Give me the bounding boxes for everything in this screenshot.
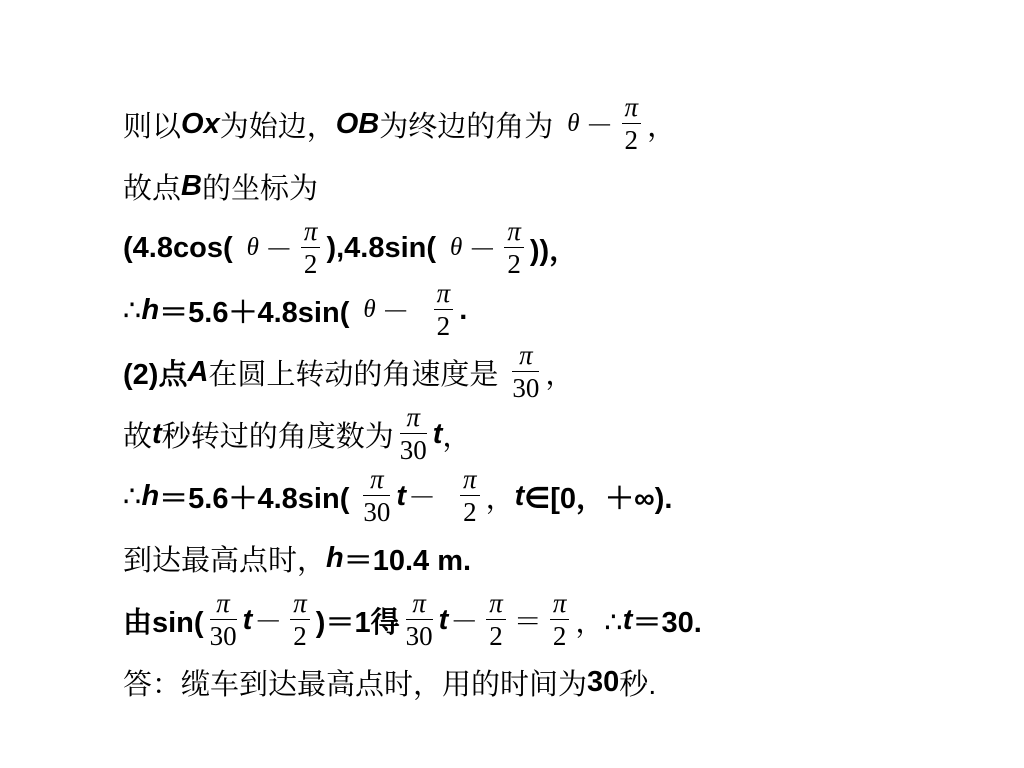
denominator: 2	[489, 621, 503, 651]
numerator: π	[507, 216, 521, 246]
text: ，∴	[575, 606, 623, 639]
line-7	[123, 465, 983, 527]
var-h: h	[326, 541, 344, 574]
text: ))，	[529, 234, 579, 267]
text: ＝5.6＋4.8sin(	[159, 482, 350, 515]
var-h: h	[141, 479, 160, 512]
line-9	[123, 589, 983, 651]
text: 到达最高点时，	[123, 544, 327, 577]
var-t: t	[514, 479, 525, 512]
numerator: π	[406, 402, 420, 432]
theta: θ	[567, 110, 580, 137]
minus-sign: －	[254, 605, 283, 638]
fraction	[400, 404, 427, 464]
fraction	[550, 590, 570, 650]
line-2	[123, 155, 983, 217]
var-h: h	[141, 293, 160, 326]
slide-content	[123, 93, 983, 713]
minus-sign: －	[381, 295, 410, 328]
text: ),4.8sin(	[326, 231, 437, 264]
numerator: π	[436, 278, 451, 308]
fraction	[301, 218, 321, 278]
var-a: A	[187, 355, 209, 388]
var-b: B	[181, 169, 202, 202]
text: 为终边的角为	[379, 110, 554, 143]
denominator: 30	[209, 621, 237, 651]
theta: θ	[246, 234, 259, 261]
numerator: π	[463, 464, 477, 494]
fraction	[210, 590, 237, 650]
denominator: 30	[363, 497, 391, 527]
text: .	[459, 293, 468, 326]
text: ＝10.4 m.	[343, 544, 472, 577]
line-5	[123, 341, 983, 403]
fraction	[622, 94, 642, 154]
text: ，	[647, 110, 677, 143]
line-1	[123, 93, 983, 155]
minus-sign: －	[468, 233, 497, 266]
numerator: π	[303, 216, 318, 246]
numerator: π	[412, 588, 426, 618]
therefore-symbol: ∴	[123, 294, 142, 327]
line-4	[123, 279, 983, 341]
numerator: π	[489, 588, 503, 618]
theta: θ	[363, 296, 376, 323]
denominator: 2	[463, 497, 477, 527]
text: ，	[545, 358, 575, 391]
equals-sign: ＝	[513, 605, 542, 638]
text: )＝1得	[315, 606, 400, 639]
var-t: t	[432, 417, 443, 450]
fraction	[290, 590, 310, 650]
text: (4.8cos(	[123, 231, 233, 264]
denominator: 2	[293, 621, 307, 651]
theta: θ	[450, 234, 463, 261]
numerator: π	[216, 588, 230, 618]
text: ∈[0，＋∞).	[524, 482, 673, 515]
therefore-symbol: ∴	[123, 480, 142, 513]
minus-sign: －	[408, 481, 437, 514]
var-t: t	[396, 479, 407, 512]
var-ob: OB	[335, 107, 380, 140]
denominator: 2	[624, 125, 639, 155]
text: 的坐标为	[201, 172, 318, 205]
var-t: t	[622, 603, 633, 636]
fraction	[406, 590, 433, 650]
minus-sign: －	[264, 233, 293, 266]
numerator: π	[370, 464, 384, 494]
var-t: t	[242, 603, 253, 636]
text: ，	[442, 420, 472, 453]
fraction	[512, 342, 539, 402]
text: 则以	[123, 110, 182, 143]
var-ox: Ox	[181, 107, 220, 140]
denominator: 2	[436, 311, 451, 341]
text: ，	[485, 482, 515, 515]
text: 答：缆车到达最高点时，用的时间为	[123, 668, 588, 701]
fraction	[363, 466, 390, 526]
var-t: t	[438, 603, 449, 636]
fraction	[434, 280, 454, 340]
numerator: π	[519, 340, 533, 370]
minus-sign: －	[585, 109, 614, 142]
denominator: 2	[303, 249, 318, 279]
numerator: π	[624, 92, 639, 122]
var-t: t	[152, 417, 162, 450]
text: 故点	[123, 172, 182, 205]
minus-sign: －	[450, 605, 479, 638]
text: 30	[587, 665, 620, 698]
text: ＝30.	[632, 606, 702, 639]
fraction	[486, 590, 506, 650]
text: (2)点	[123, 358, 188, 391]
denominator: 30	[399, 435, 427, 465]
text: 在圆上转动的角速度是	[208, 358, 499, 391]
line-8	[123, 527, 983, 589]
text: 由sin(	[123, 606, 204, 639]
line-10	[123, 651, 983, 713]
denominator: 2	[507, 249, 521, 279]
denominator: 30	[405, 621, 433, 651]
denominator: 2	[552, 621, 567, 651]
text: 故	[123, 420, 153, 453]
fraction	[460, 466, 480, 526]
fraction	[504, 218, 524, 278]
denominator: 30	[512, 373, 540, 403]
text: 秒.	[619, 668, 657, 701]
numerator: π	[552, 588, 567, 618]
numerator: π	[293, 588, 307, 618]
line-6	[123, 403, 983, 465]
text: ＝5.6＋4.8sin(	[159, 296, 350, 329]
text: 为始边，	[219, 110, 336, 143]
text: 秒转过的角度数为	[161, 420, 394, 453]
line-3	[123, 217, 983, 279]
